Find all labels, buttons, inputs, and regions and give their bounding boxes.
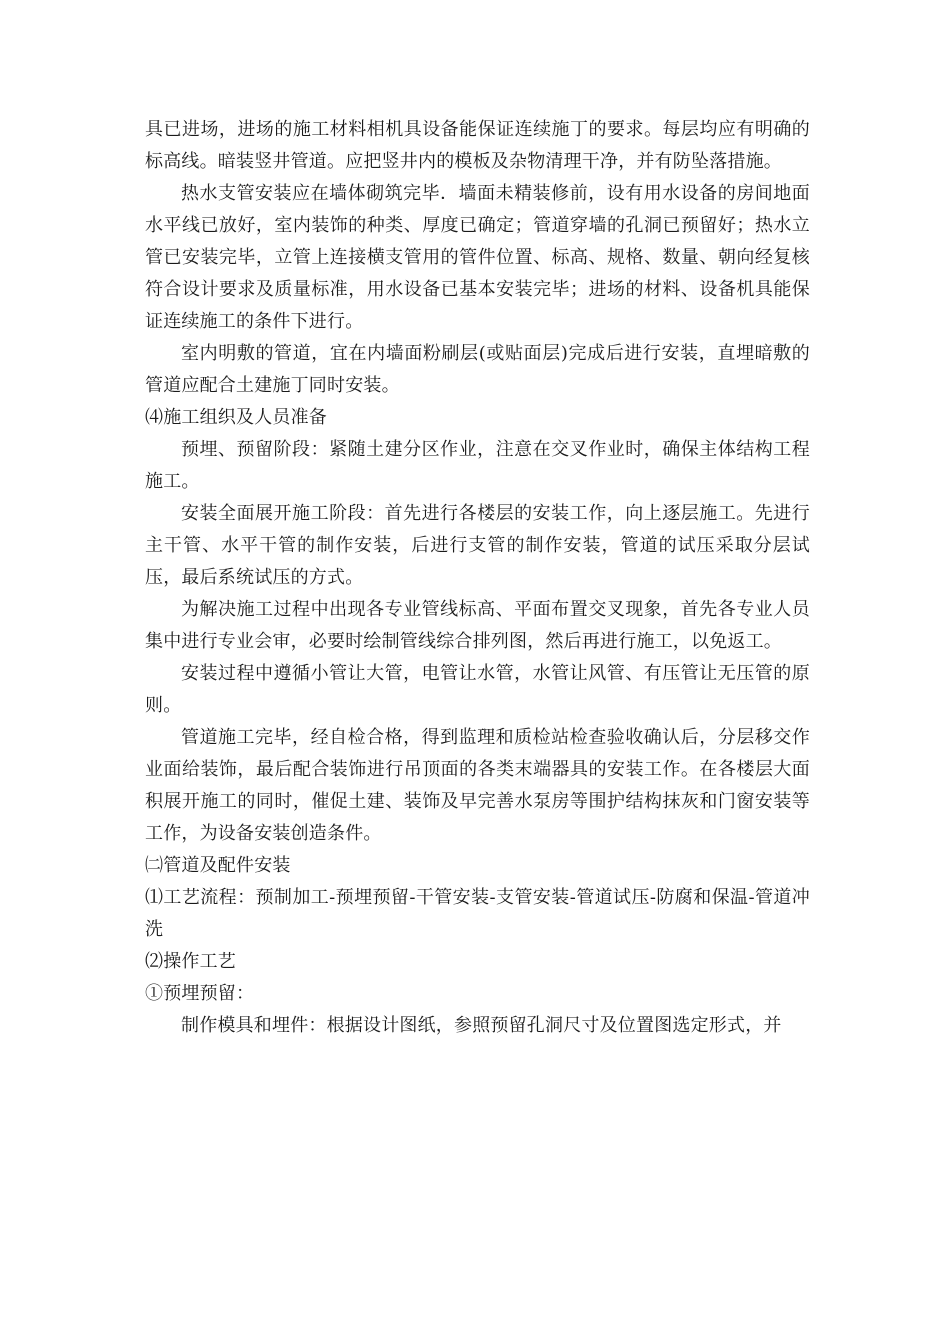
process-flow: ⑴工艺流程：预制加工-预埋预留-干管安装-支管安装-管道试压-防腐和保温-管道冲洗 xyxy=(145,887,810,940)
paragraph-2: 热水支管安装应在墙体砌筑完毕．墙面未精装修前，设有用水设备的房间地面水平线已放好，室内装饰的种类、厚度已确定；管道穿墙的孔洞已预留好；热水立管已安装完毕，立管上连接横支管用的管件位置、标高、规格、数量、朝向经复核符合设计要求及质量标准，用水设备已基本安装完毕；进场的材料、设备机具能保证连续施工的条件下进行。 xyxy=(145,183,810,332)
paragraph-5: 预埋、预留阶段：紧随土建分区作业，注意在交叉作业时，确保主体结构工程施工。 xyxy=(145,439,810,492)
paragraph-8: 安装过程中遵循小管让大管，电管让水管，水管让风管、有压管让无压管的原则。 xyxy=(145,663,810,716)
paragraph-6: 安装全面展开施工阶段：首先进行各楼层的安装工作，向上逐层施工。先进行主干管、水平干管的制作安装，后进行支管的制作安装，管道的试压采取分层试压，最后系统试压的方式。 xyxy=(145,503,810,588)
paragraph-14: 制作模具和埋件：根据设计图纸，参照预留孔洞尺寸及位置图选定形式，并 xyxy=(181,1015,782,1036)
paragraph-1: 具已进场，进场的施工材料相机具设备能保证连续施丁的要求。每层均应有明确的标高线。暗装竖井管道。应把竖井内的模板及杂物清理干净，并有防坠落措施。 xyxy=(145,119,810,172)
document-body xyxy=(145,114,810,1042)
paragraph-7: 为解决施工过程中出现各专业管线标高、平面布置交叉现象，首先各专业人员集中进行专业会审，必要时绘制管线综合排列图，然后再进行施工，以免返工。 xyxy=(145,599,810,652)
operation-process-heading: ⑵操作工艺 xyxy=(145,951,236,972)
embedded-reserve-heading: ①预埋预留： xyxy=(145,983,255,1004)
section-heading-2: ㈡管道及配件安装 xyxy=(145,855,291,876)
paragraph-9: 管道施工完毕，经自检合格，得到监理和质检站检查验收确认后，分层移交作业面给装饰，最后配合装饰进行吊顶面的各类末端器具的安装工作。在各楼层大面积展开施工的同时，催促土建、装饰及早完善水泵房等围护结构抹灰和门窗安装等工作，为设备安装创造条件。 xyxy=(145,727,810,844)
section-heading-4: ⑷施工组织及人员准备 xyxy=(145,407,327,428)
paragraph-3: 室内明敷的管道，宜在内墙面粉刷层(或贴面层)完成后进行安装，直埋暗敷的管道应配合土建施丁同时安装。 xyxy=(145,343,810,396)
